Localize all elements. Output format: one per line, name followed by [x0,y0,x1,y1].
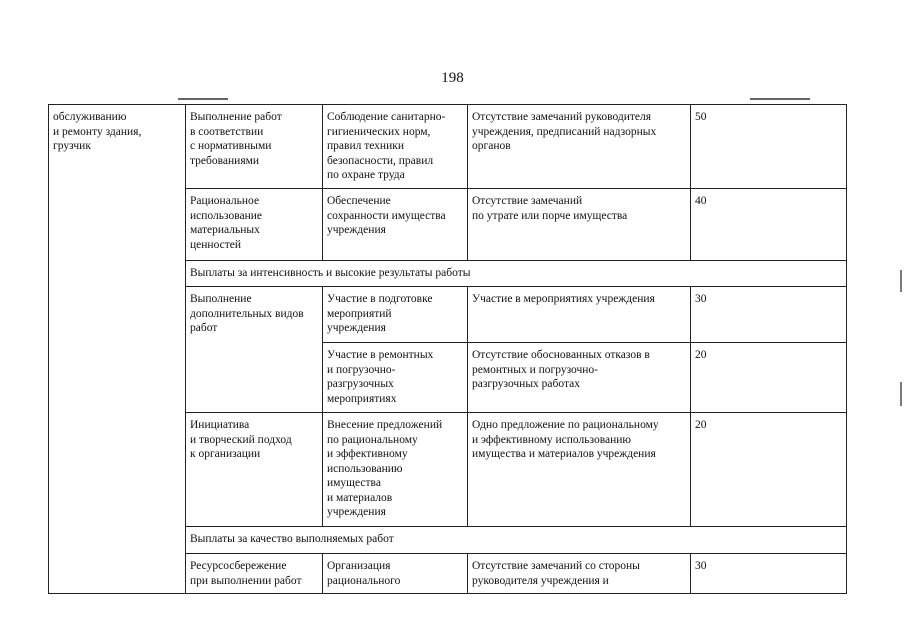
points-cell: 40 [691,189,847,261]
indicator-cell: Одно предложение по рациональному и эффективному использованию имущества и материалов учреждения [468,413,691,527]
condition-cell: Обеспечение сохранности имущества учреждения [323,189,468,261]
scan-artifact-edge [900,270,902,292]
condition-cell: Соблюдение санитарно- гигиенических норм, правил техники безопасности, правил по охране труда [323,105,468,189]
criterion-cell: Выполнение работ в соответствии с нормативными требованиями [186,105,323,189]
points-cell: 30 [691,287,847,343]
points-cell: 30 [691,554,847,594]
condition-cell: Участие в подготовке мероприятий учреждения [323,287,468,343]
scan-artifact-line [178,98,228,100]
condition-cell: Внесение предложений по рациональному и эффективному использованию имущества и материалов учреждения [323,413,468,527]
indicator-cell: Отсутствие замечаний руководителя учреждения, предписаний надзорных органов [468,105,691,189]
points-cell: 20 [691,413,847,527]
criteria-table [48,104,847,594]
position-cell: обслуживанию и ремонту здания, грузчик [49,105,186,594]
criterion-cell: Выполнение дополнительных видов работ [186,287,323,413]
condition-cell: Организация рационального [323,554,468,594]
table-row [49,105,847,189]
scan-artifact-line [750,98,810,100]
points-cell: 20 [691,343,847,413]
section-header-quality: Выплаты за качество выполняемых работ [186,527,847,554]
indicator-cell: Участие в мероприятиях учреждения [468,287,691,343]
indicator-cell: Отсутствие замечаний со стороны руководителя учреждения и [468,554,691,594]
indicator-cell: Отсутствие обоснованных отказов в ремонтных и погрузочно- разгрузочных работах [468,343,691,413]
criterion-cell: Ресурсосбережение при выполнении работ [186,554,323,594]
criterion-cell: Инициатива и творческий подход к организации [186,413,323,527]
scan-artifact-edge [900,382,902,406]
indicator-cell: Отсутствие замечаний по утрате или порче имущества [468,189,691,261]
section-header-intensity: Выплаты за интенсивность и высокие результаты работы [186,261,847,287]
criterion-cell: Рациональное использование материальных ценностей [186,189,323,261]
condition-cell: Участие в ремонтных и погрузочно- разгрузочных мероприятиях [323,343,468,413]
page-number: 198 [441,70,464,86]
points-cell: 50 [691,105,847,189]
